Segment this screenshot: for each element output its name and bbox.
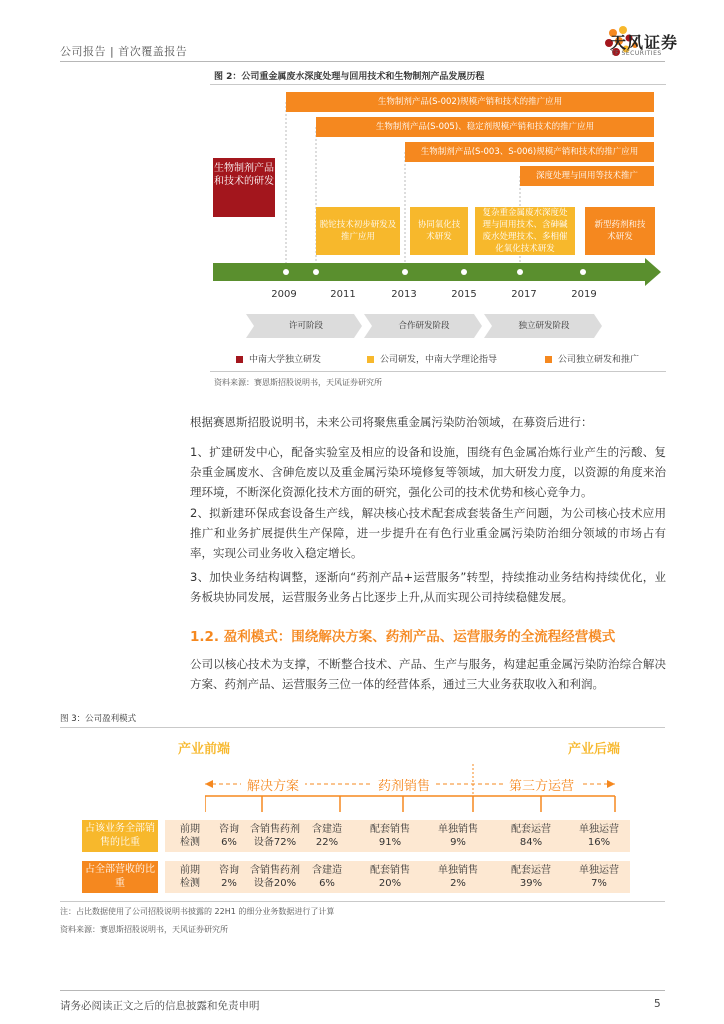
year-label: 2011 (330, 289, 356, 300)
figure-2-source: 资料来源：赛恩斯招股说明书，天风证券研究所 (214, 378, 382, 387)
table-cell: 配套运营 84% (511, 824, 551, 848)
report-type: 公司报告 | 首次覆盖报告 (60, 45, 188, 58)
timeline-bar-3: 生物制剂产品(S-003、S-006)规模产销和技术的推广应用 (405, 142, 654, 162)
segment-operation: 第三方运营 (503, 775, 580, 794)
table-cell: 配套销售 20% (370, 865, 410, 889)
legend-swatch-icon (367, 356, 374, 363)
table-cell: 咨询 2% (219, 865, 239, 889)
body-paragraph-4: 公司以核心技术为支撑，不断整合技术、产品、生产与服务，构建起重金属污染防治综合解决方案、药剂产品、运营服务三位一体的经营体系，通过三大业务获取收入和利润。 (190, 657, 666, 691)
footer-disclaimer: 请务必阅读正文之后的信息披露和免责申明 (60, 1000, 260, 1012)
table-cell: 咨询 6% (219, 824, 239, 848)
milestone-box-2011: 脱铊技术初步研发及推广应用 (316, 207, 400, 255)
table-cell: 单独运营 7% (579, 865, 619, 889)
legend-swatch-icon (545, 356, 552, 363)
timeline-bar-4: 深度处理与回用等技术推广 (520, 166, 654, 186)
table-cell: 单独销售 9% (438, 824, 478, 848)
figure-2-bottom-rule (210, 371, 666, 372)
logo-subtext: TF SECURITIES (611, 50, 662, 57)
table-cell: 单独运营 16% (579, 824, 619, 848)
body-intro: 根据赛恩斯招股说明书，未来公司将聚焦重金属污染防治领域，在募资后进行： (190, 415, 593, 429)
legend-item-red: 中南大学独立研发 (236, 352, 321, 365)
table-cell: 前期 检测 (180, 865, 200, 889)
industry-back-label: 产业后端 (568, 742, 621, 757)
figure-2-title: 图 2：公司重金属废水深度处理与回用技术和生物制剂产品发展历程 (214, 72, 485, 82)
stage-label: 独立研发阶段 (518, 321, 570, 331)
year-label: 2015 (451, 289, 477, 300)
milestone-box-2013: 协同氧化技术研发 (410, 207, 468, 255)
header-divider (60, 61, 665, 62)
year-label: 2013 (391, 289, 417, 300)
row-1-label: 占该业务全部销售的比重 (82, 820, 158, 852)
milestone-box-red: 生物制剂产品和技术的研发 (213, 158, 275, 217)
figure-3-source: 资料来源：赛恩斯招股说明书，天风证券研究所 (60, 925, 228, 934)
year-label: 2009 (271, 289, 297, 300)
row-2-label: 占全部营收的比重 (82, 861, 158, 893)
table-cell: 含建造 22% (312, 824, 342, 848)
segment-chemical-sales: 药剂销售 (372, 775, 436, 794)
table-cell: 配套运营 39% (511, 865, 551, 889)
legend-swatch-icon (236, 356, 243, 363)
figure-3-title-rule (60, 727, 665, 728)
figure-3-note: 注：占比数据使用了公司招股说明书披露的 22H1 的细分业务数据进行了计算 (60, 907, 335, 916)
milestone-box-2019: 新型药剂和技术研发 (585, 207, 655, 255)
timeline-arrow (213, 258, 663, 288)
timeline-bar-2: 生物制剂产品(S-005)、稳定剂规模产销和技术的推广应用 (316, 117, 654, 137)
table-cell: 含销售药剂 设备20% (250, 865, 300, 889)
segment-solution: 解决方案 (241, 775, 305, 794)
body-paragraph-2: 2、拟新建环保成套设备生产线，解决核心技术配套成套装备生产问题，为公司核心技术应用推广和业务扩展提供生产保障，进一步提升在有色行业重金属污染防治细分领域的市场占有率，实现公司业务收入稳定增长。 (190, 506, 666, 560)
table-cell: 前期 检测 (180, 824, 200, 848)
timeline-bar-1: 生物制剂产品(S-002)规模产销和技术的推广应用 (286, 92, 654, 112)
section-heading: 1.2. 盈利模式：围绕解决方案、药剂产品、运营服务的全流程经营模式 (190, 629, 616, 645)
table-cell: 配套销售 91% (370, 824, 410, 848)
figure-2-title-rule (210, 84, 666, 85)
body-paragraph-3: 3、加快业务结构调整，逐渐向“药剂产品+运营服务”转型，持续推动业务结构持续优化，业务板块协同发展，运营服务业务占比逐步上升,从而实现公司持续稳健发展。 (190, 570, 666, 604)
industry-front-label: 产业前端 (178, 742, 231, 757)
stage-label: 合作研发阶段 (398, 321, 450, 331)
table-cell: 含销售药剂 设备72% (250, 824, 300, 848)
legend-item-orange: 公司独立研发和推广 (545, 352, 639, 365)
stage-label: 许可阶段 (288, 321, 323, 331)
body-paragraph-1: 1、扩建研发中心，配备实验室及相应的设备和设施，围绕有色金属冶炼行业产生的污酸、复杂重金属废水、含砷危废以及重金属污染环境修复等领域，加大研发力度，以资源的角度来治理环境，不断深化资源化技术方面的研究，强化公司的技术优势和核心竞争力。 (190, 445, 666, 499)
footer-divider (60, 990, 665, 991)
logo-text: 天风证券 (610, 33, 679, 52)
page-number: 5 (654, 998, 661, 1010)
table-cell: 含建造 6% (312, 865, 342, 889)
milestone-box-2016: 复杂重金属废水深度处理与回用技术、含砷碱废水处理技术、多相催化氧化技术研发 (475, 207, 575, 255)
year-label: 2017 (511, 289, 537, 300)
figure-3-title: 图 3：公司盈利模式 (60, 714, 137, 724)
year-label: 2019 (571, 289, 597, 300)
legend-item-yellow: 公司研发，中南大学理论指导 (367, 352, 497, 365)
table-cell: 单独销售 2% (438, 865, 478, 889)
figure-3-bottom-rule (60, 901, 665, 902)
